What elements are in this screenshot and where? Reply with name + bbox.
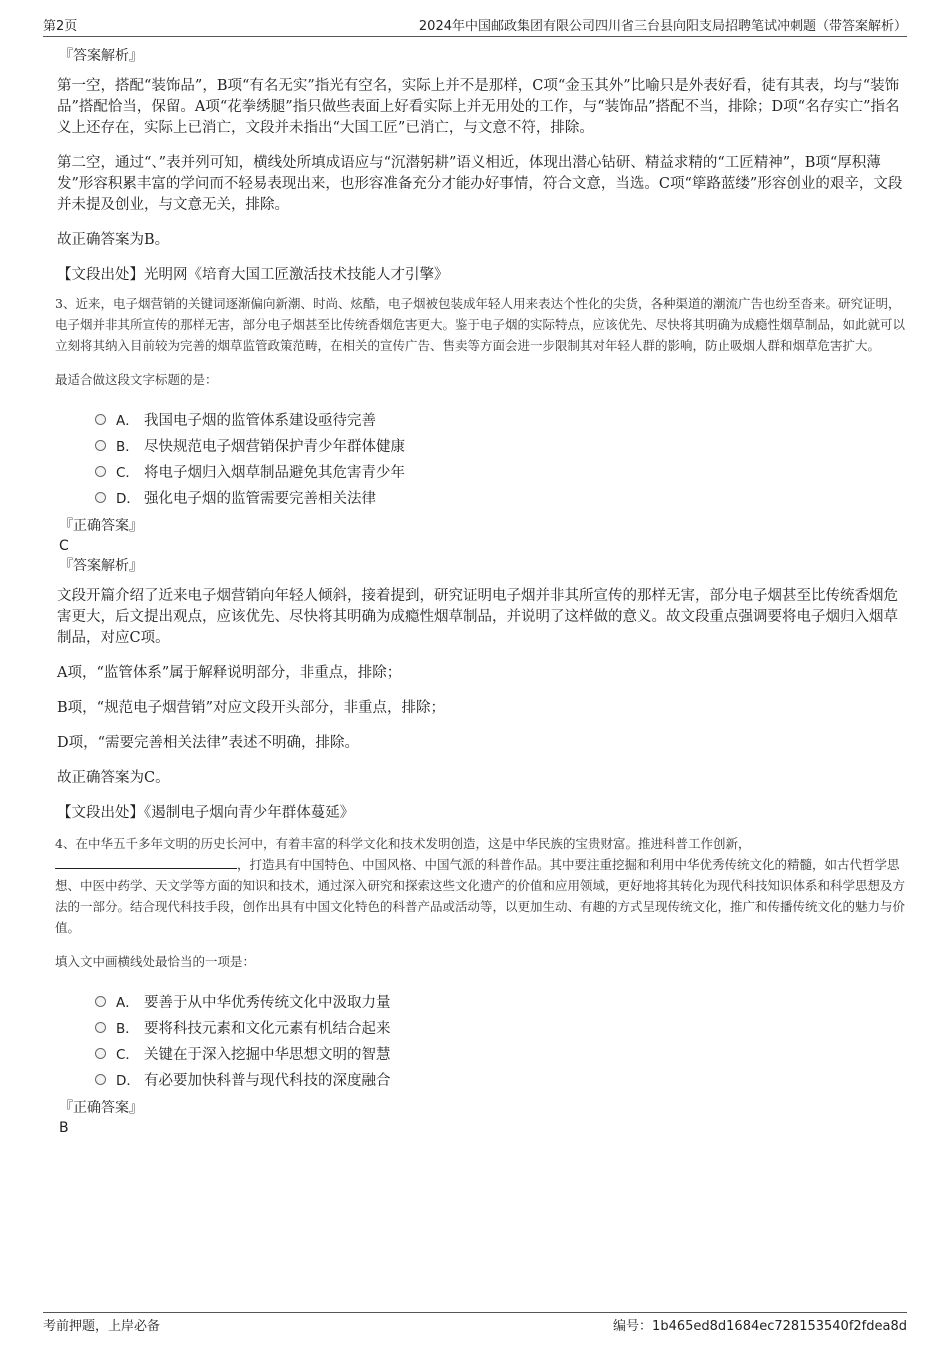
option-d[interactable] (95, 484, 908, 510)
option-letter: C． (116, 465, 139, 481)
analysis-paragraph: B项，“规范电子烟营销”对应文段开头部分，非重点，排除； (57, 700, 445, 716)
question-4-prompt: 填入文中画横线处最恰当的一项是： (55, 954, 256, 969)
option-text: 尽快规范电子烟营销保护青少年群体健康 (144, 438, 405, 455)
analysis-paragraph: 第一空，搭配“装饰品”，B项“有名无实”指光有空名，实际上并不是那样，C项“金玉其外”比喻只是外表好看，徒有其表，均与“装饰品”搭配恰当，保留。A项“花拳绣腿”指只做些表面上好看实际上并无用处的工作，与“装饰品”搭配不当，排除；D项“名存实亡”指名义上还存在，实际上已消亡，文段并未指出“大国工匠”已消亡，与文意不符，排除。 (57, 78, 900, 136)
correct-answer: B (59, 1120, 69, 1136)
question-3-text: 3、近来，电子烟营销的关键词逐渐偏向新潮、时尚、炫酷，电子烟被包装成年轻人用来表达个性化的尖货，各种渠道的潮流广告也纷至沓来。研究证明，电子烟并非其所宣传的那样无害，部分电子烟甚至比传统香烟危害更大。鉴于电子烟的实际特点，应该优先、尽快将其明确为成瘾性烟草制品，如此就可以立刻将其纳入目前较为完善的烟草监管政策范畴，在相关的宣传广告、售卖等方面会进一步限制其对年轻人群的影响，防止吸烟人群和烟草危害扩大。 (55, 296, 906, 353)
source-citation: 【文段出处】光明网《培育大国工匠激活技术技能人才引擎》 (57, 267, 449, 283)
option-c[interactable] (95, 458, 908, 484)
analysis-paragraph: A项，“监管体系”属于解释说明部分，非重点，排除； (57, 665, 402, 681)
radio-icon[interactable] (95, 466, 106, 477)
option-text: 要将科技元素和文化元素有机结合起来 (144, 1020, 391, 1037)
option-text: 要善于从中华优秀传统文化中汲取力量 (144, 994, 391, 1011)
analysis-paragraph: D项，“需要完善相关法律”表述不明确，排除。 (57, 735, 359, 751)
radio-icon[interactable] (95, 414, 106, 425)
option-letter: D． (116, 491, 140, 507)
radio-icon[interactable] (95, 440, 106, 451)
option-b[interactable] (95, 1014, 908, 1040)
option-text: 关键在于深入挖掘中华思想文明的智慧 (144, 1046, 391, 1063)
correct-answer: C (59, 538, 69, 554)
fill-in-blank-line (55, 856, 237, 869)
conclusion-text: 故正确答案为B。 (57, 232, 170, 248)
radio-icon[interactable] (95, 1048, 106, 1059)
correct-answer-label: 『正确答案』 (59, 518, 143, 534)
page-number: 第2页 (43, 19, 78, 34)
page-footer (43, 1312, 907, 1333)
analysis-label: 『答案解析』 (59, 558, 143, 574)
option-c[interactable] (95, 1040, 908, 1066)
option-text: 将电子烟归入烟草制品避免其危害青少年 (144, 464, 405, 481)
option-a[interactable] (95, 406, 908, 432)
question-3-prompt: 最适合做这段文字标题的是： (55, 372, 218, 387)
option-letter: B． (116, 439, 139, 455)
option-letter: A． (116, 995, 139, 1011)
option-text: 有必要加快科普与现代科技的深度融合 (144, 1072, 391, 1089)
document-id: 编号：1b465ed8d1684ec728153540f2fdea8d (613, 1318, 907, 1334)
option-letter: C． (116, 1047, 139, 1063)
analysis-paragraph: 文段开篇介绍了近来电子烟营销向年轻人倾斜，接着提到，研究证明电子烟并非其所宣传的那样无害，部分电子烟甚至比传统香烟危害更大，后文提出观点，应该优先、尽快将其明确为成瘾性烟草制品，并说明了这样做的意义。故文段重点强调要将电子烟归入烟草制品，对应C项。 (57, 588, 898, 646)
question-4-text-after: ，打造具有中国特色、中国风格、中国气派的科普作品。其中要注重挖掘和利用中华优秀传统文化的精髓，如古代哲学思想、中医中药学、天文学等方面的知识和技术，通过深入研究和探索这些文化遗产的价值和应用领域，更好地将其转化为现代科技知识体系和科学思想及方法的一部分。结合现代科技手段，创作出具有中国文化特色的科普产品或活动等，以更加生动、有趣的方式呈现传统文化，推广和传播传统文化的魅力与价值。 (55, 857, 906, 935)
option-a[interactable] (95, 988, 908, 1014)
radio-icon[interactable] (95, 492, 106, 503)
option-letter: D． (116, 1073, 140, 1089)
source-citation: 【文段出处】《遏制电子烟向青少年群体蔓延》 (57, 805, 355, 821)
option-b[interactable] (95, 432, 908, 458)
question-4-text-before: 4、在中华五千多年文明的历史长河中，有着丰富的科学文化和技术发明创造，这是中华民族的宝贵财富。推进科普工作创新， (55, 836, 751, 851)
analysis-label: 『答案解析』 (59, 48, 143, 64)
option-text: 强化电子烟的监管需要完善相关法律 (144, 490, 376, 507)
option-text: 我国电子烟的监管体系建设亟待完善 (144, 412, 376, 429)
correct-answer-label: 『正确答案』 (59, 1100, 143, 1116)
main-content (55, 46, 908, 1138)
question-4-text (55, 833, 908, 938)
footer-slogan: 考前押题，上岸必备 (43, 1318, 161, 1334)
conclusion-text: 故正确答案为C。 (57, 770, 170, 786)
page-header (43, 14, 907, 37)
document-title: 2024年中国邮政集团有限公司四川省三台县向阳支局招聘笔试冲刺题（带答案解析） (418, 19, 907, 34)
radio-icon[interactable] (95, 1074, 106, 1085)
radio-icon[interactable] (95, 996, 106, 1007)
option-d[interactable] (95, 1066, 908, 1092)
option-letter: B． (116, 1021, 139, 1037)
question-3-options (95, 406, 908, 510)
radio-icon[interactable] (95, 1022, 106, 1033)
question-4-options (95, 988, 908, 1092)
analysis-paragraph: 第二空，通过“、”表并列可知，横线处所填成语应与“沉潜躬耕”语义相近，体现出潜心钻研、精益求精的“工匠精神”，B项“厚积薄发”形容积累丰富的学问而不轻易表现出来，也形容准备充分才能办好事情，符合文意，当选。C项“筚路蓝缕”形容创业的艰辛，文段并未提及创业，与文意无关，排除。 (57, 155, 903, 213)
option-letter: A． (116, 413, 139, 429)
